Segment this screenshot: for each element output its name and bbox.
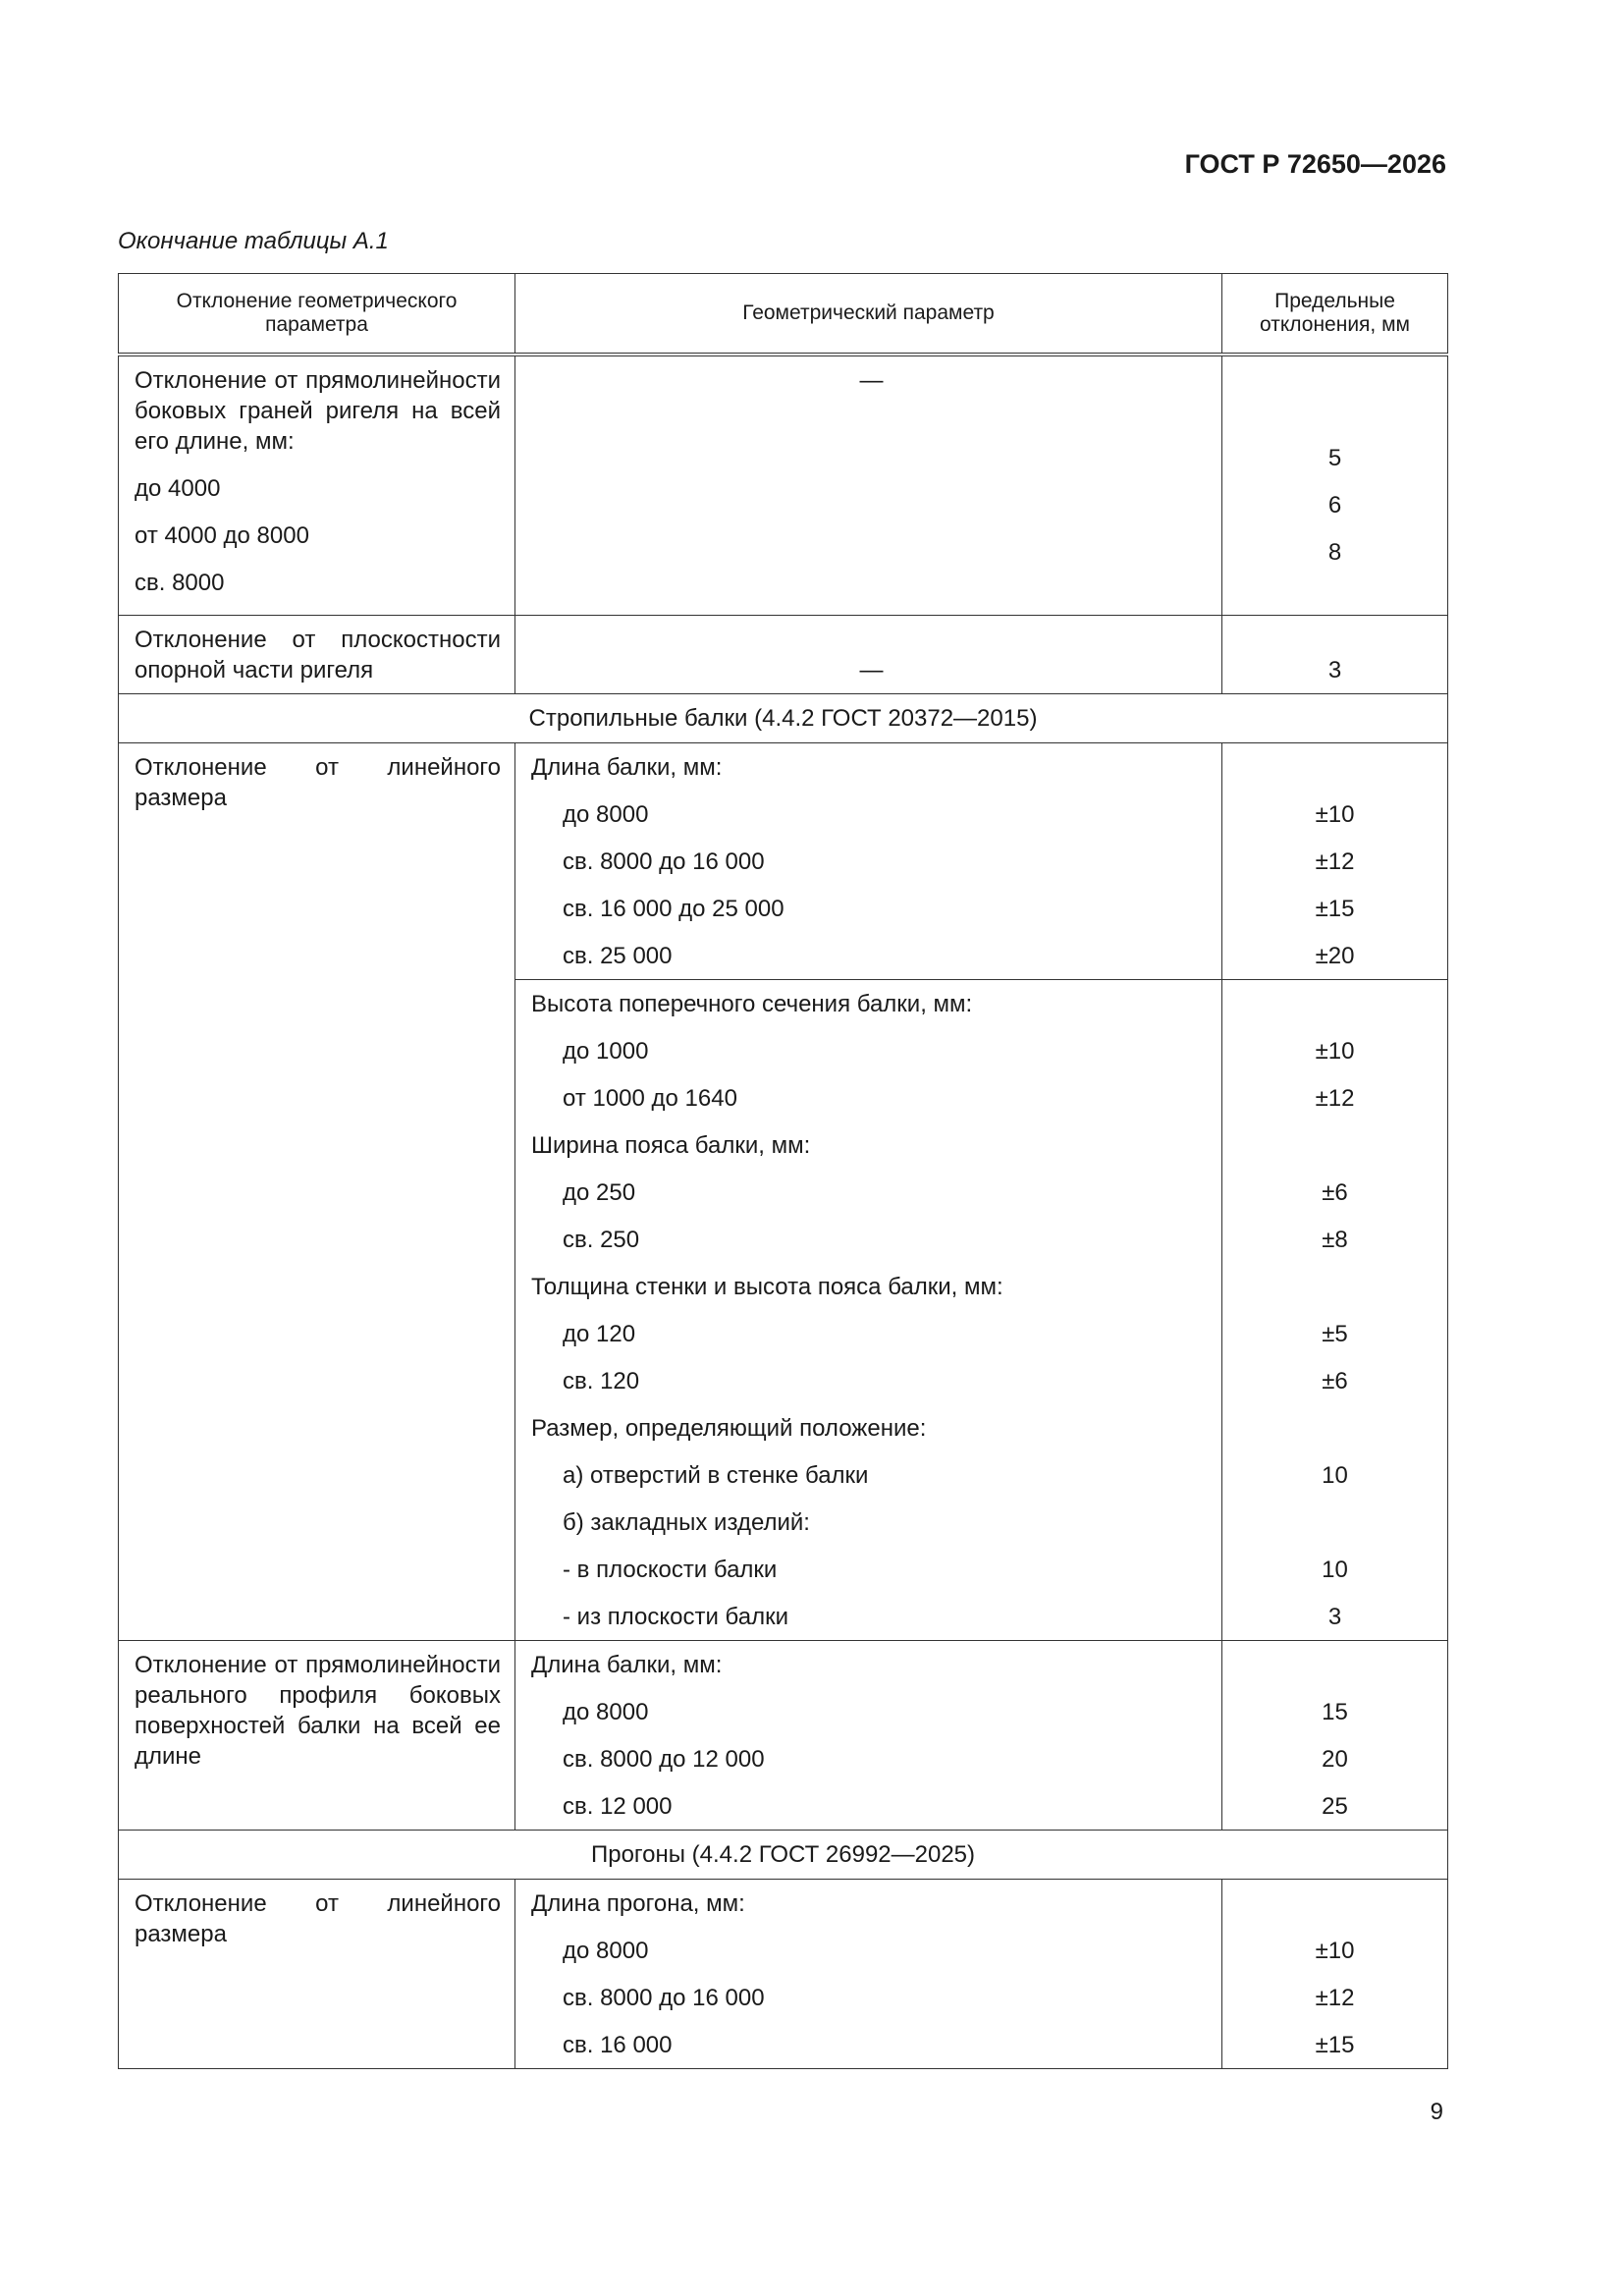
table-row	[119, 743, 1448, 980]
limit-value: 25	[1322, 1793, 1348, 1820]
parameter-cell	[515, 355, 1222, 616]
table-row	[119, 1641, 1448, 1831]
limit-value: ±6	[1322, 1368, 1348, 1394]
parameter-title: Размер, определяющий положение:	[531, 1415, 927, 1442]
limit-value: 3	[1327, 1604, 1342, 1630]
range-label: от 4000 до 8000	[135, 522, 309, 549]
limit-value: ±5	[1322, 1321, 1348, 1347]
parameter-title: Длина балки, мм:	[531, 754, 723, 781]
range-label: св. 16 000	[563, 2032, 673, 2058]
table-caption: Окончание таблицы А.1	[118, 228, 389, 254]
document-code: ГОСТ Р 72650—2026	[1184, 149, 1446, 179]
limit-value: 15	[1322, 1699, 1348, 1725]
range-label: до 120	[563, 1321, 636, 1347]
range-label: до 250	[563, 1179, 636, 1206]
section-title-purlins: Прогоны (4.4.2 ГОСТ 26992—2025)	[119, 1831, 1448, 1880]
parameter-title: Ширина пояса балки, мм:	[531, 1132, 811, 1159]
deviation-table	[118, 273, 1448, 2069]
limit-value: 8	[1327, 539, 1342, 566]
parameter-cell	[515, 616, 1222, 694]
range-label: св. 25 000	[563, 943, 673, 969]
table-row	[119, 1880, 1448, 2069]
dash-value: —	[859, 367, 884, 394]
limit-value: 3	[1327, 657, 1342, 683]
limit-value: ±12	[1315, 848, 1355, 875]
range-label: св. 8000	[135, 570, 225, 596]
limit-value: ±12	[1315, 1985, 1355, 2011]
limit-value: ±10	[1315, 801, 1355, 828]
limit-cell	[1222, 743, 1448, 980]
limit-value: ±8	[1322, 1227, 1348, 1253]
section-row	[119, 1831, 1448, 1880]
parameter-cell	[515, 743, 1222, 980]
table-row	[119, 355, 1448, 616]
header-deviation: Отклонение геометрического параметра	[119, 274, 515, 355]
limit-cell	[1222, 1641, 1448, 1831]
deviation-text: Отклонение от линейного размера	[135, 754, 501, 811]
limit-value: 20	[1322, 1746, 1348, 1773]
parameter-title: Длина балки, мм:	[531, 1652, 723, 1678]
deviation-text: Отклонение от прямолинейности боковых граней ригеля на всей его длине, мм:	[135, 367, 501, 455]
deviation-cell	[119, 616, 515, 694]
deviation-cell	[119, 1641, 515, 1831]
header-parameter: Геометрический параметр	[515, 274, 1222, 355]
limit-cell	[1222, 355, 1448, 616]
range-label: св. 250	[563, 1227, 640, 1253]
limit-cell	[1222, 616, 1448, 694]
section-row	[119, 694, 1448, 743]
deviation-cell	[119, 1880, 515, 2069]
limit-value: ±20	[1315, 943, 1355, 969]
range-label: св. 16 000 до 25 000	[563, 896, 784, 922]
limit-cell	[1222, 1880, 1448, 2069]
range-label: св. 120	[563, 1368, 640, 1394]
limit-value: ±10	[1315, 1038, 1355, 1065]
dash-value: —	[859, 657, 884, 683]
range-label: св. 8000 до 12 000	[563, 1746, 765, 1773]
parameter-title: Длина прогона, мм:	[531, 1890, 745, 1917]
parameter-cell	[515, 980, 1222, 1641]
limit-value: 10	[1322, 1557, 1348, 1583]
limit-value: ±12	[1315, 1085, 1355, 1112]
range-label: до 8000	[563, 1699, 649, 1725]
range-label: - в плоскости балки	[563, 1557, 778, 1583]
deviation-cell	[119, 743, 515, 1641]
page-number: 9	[1430, 2099, 1443, 2125]
range-label: св. 12 000	[563, 1793, 673, 1820]
limit-value: ±6	[1322, 1179, 1348, 1206]
range-label: до 4000	[135, 475, 221, 502]
deviation-text: Отклонение от плоскостности опорной части ригеля	[135, 627, 501, 683]
limit-value: ±15	[1315, 896, 1355, 922]
limit-value: ±15	[1315, 2032, 1355, 2058]
deviation-text: Отклонение от линейного размера	[135, 1890, 501, 1947]
table-header-row	[119, 274, 1448, 355]
limit-value: 6	[1327, 492, 1342, 519]
range-label: до 1000	[563, 1038, 649, 1065]
range-label: св. 8000 до 16 000	[563, 848, 765, 875]
parameter-title: Толщина стенки и высота пояса балки, мм:	[531, 1274, 1003, 1300]
table-row	[119, 616, 1448, 694]
range-label: а) отверстий в стенке балки	[563, 1462, 869, 1489]
parameter-cell	[515, 1641, 1222, 1831]
limit-value: ±10	[1315, 1938, 1355, 1964]
deviation-cell	[119, 355, 515, 616]
range-label: б) закладных изделий:	[563, 1509, 810, 1536]
section-title-beams: Стропильные балки (4.4.2 ГОСТ 20372—2015)	[119, 694, 1448, 743]
range-label: до 8000	[563, 1938, 649, 1964]
range-label: от 1000 до 1640	[563, 1085, 737, 1112]
range-label: св. 8000 до 16 000	[563, 1985, 765, 2011]
limit-cell	[1222, 980, 1448, 1641]
header-limit: Предельные отклонения, мм	[1222, 274, 1448, 355]
deviation-text: Отклонение от прямолинейности реального профиля боковых поверхностей балки на всей ее длине	[135, 1652, 501, 1770]
parameter-title: Высота поперечного сечения балки, мм:	[531, 991, 973, 1017]
range-label: до 8000	[563, 801, 649, 828]
parameter-cell	[515, 1880, 1222, 2069]
limit-value: 5	[1327, 445, 1342, 471]
range-label: - из плоскости балки	[563, 1604, 788, 1630]
limit-value: 10	[1322, 1462, 1348, 1489]
